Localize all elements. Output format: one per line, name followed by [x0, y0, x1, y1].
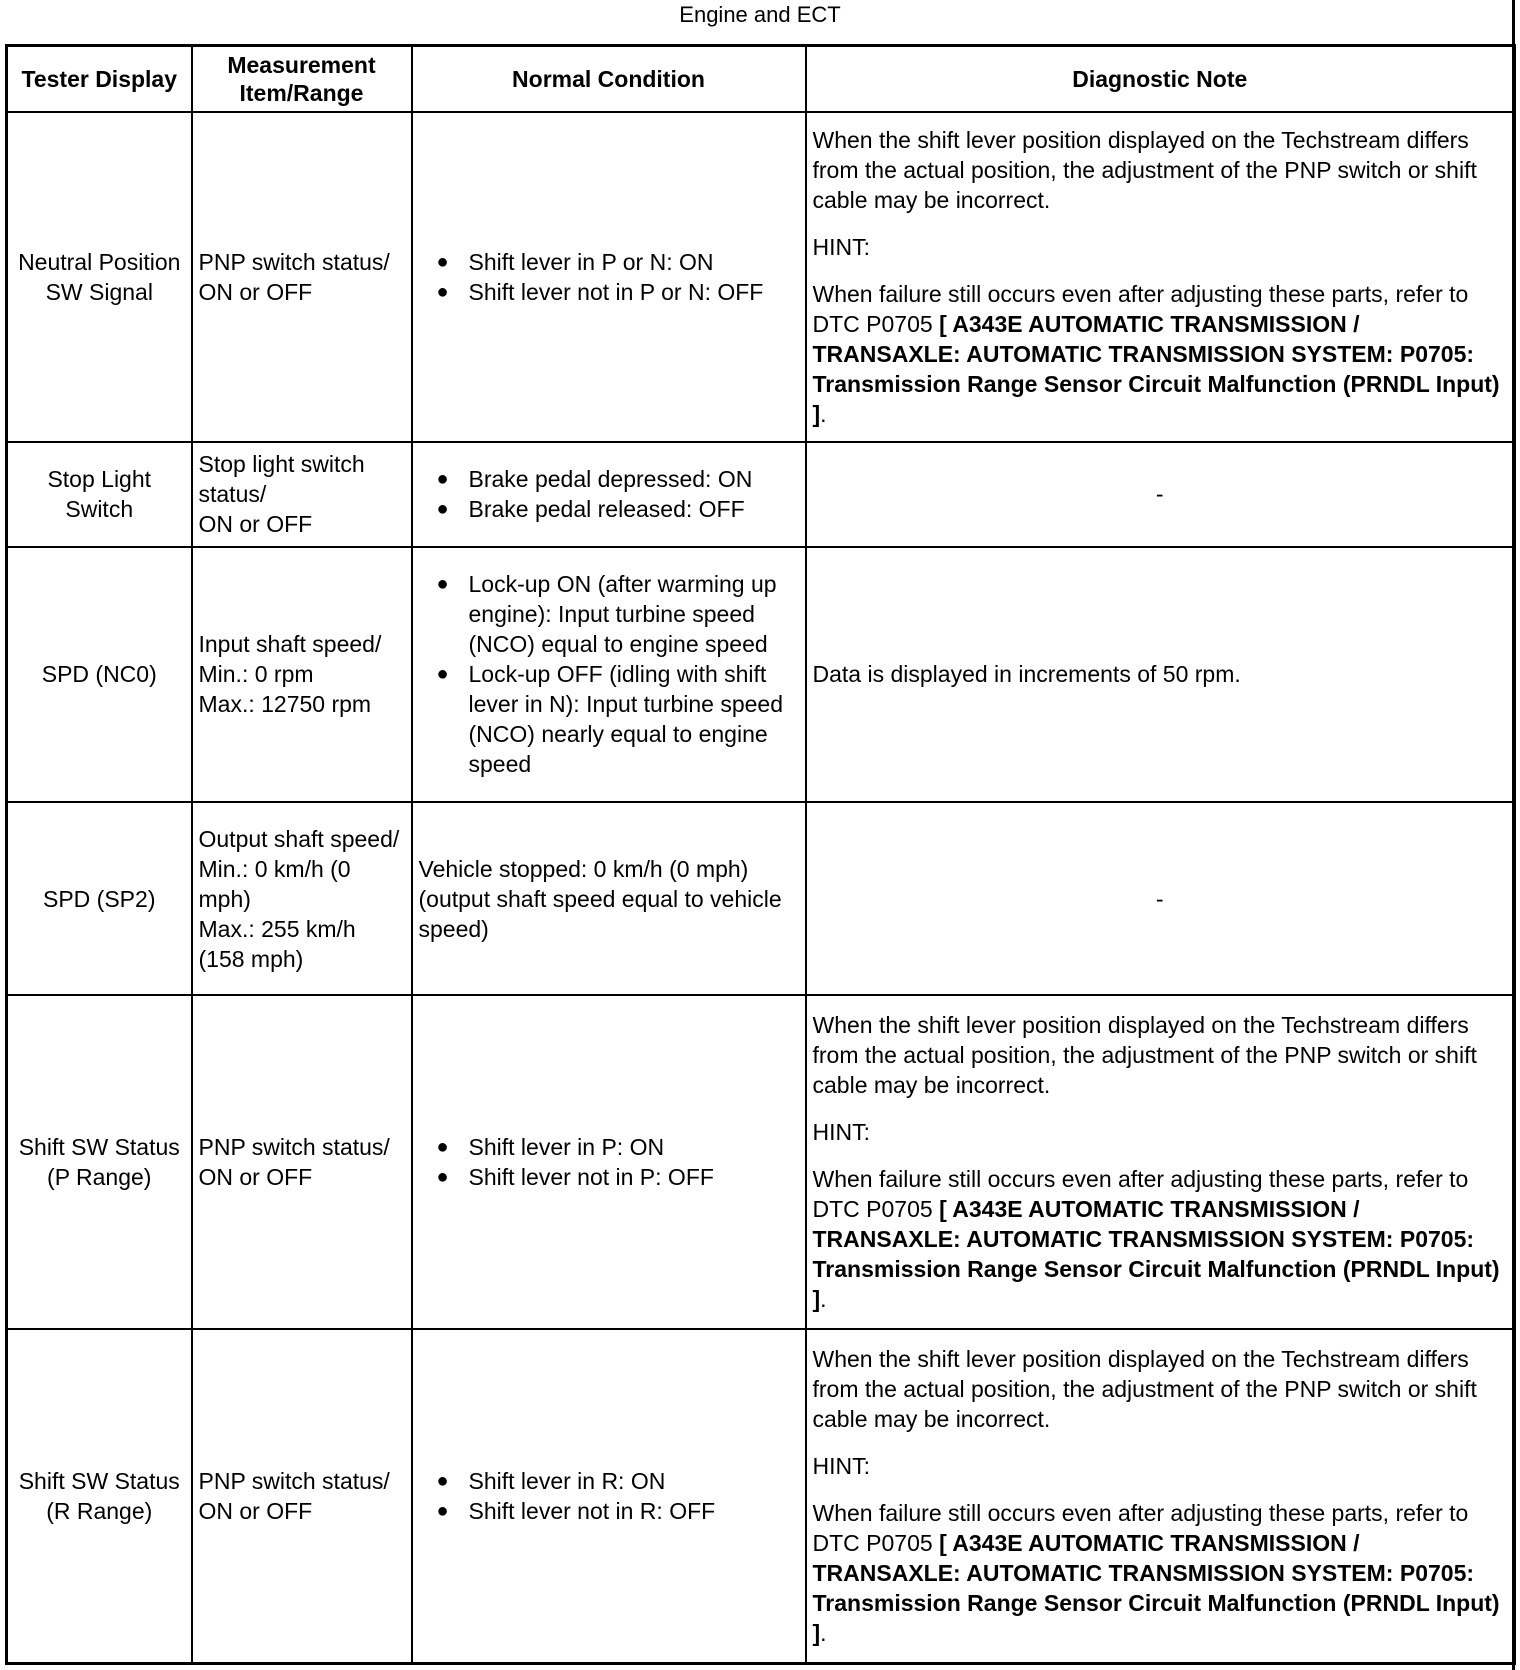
- note-intro: When the shift lever position displayed on the Techstream differs from the actual position, the adjustment of the PNP switch or shift cable may be incorrect.: [812, 1346, 1477, 1433]
- table-header-row: [7, 46, 1515, 113]
- normal-condition-cell: [412, 547, 806, 803]
- condition-list: [419, 464, 799, 524]
- condition-list: [419, 569, 799, 779]
- table-row: [7, 547, 1515, 803]
- condition-item: ● Lock-up OFF (idling with shift lever in N): Input turbine speed (NCO) nearly equal to engine speed: [419, 659, 799, 779]
- note-hint: HINT:: [812, 234, 870, 261]
- measurement-cell: Stop light switch status/ ON or OFF: [192, 442, 412, 546]
- condition-list: [419, 1466, 799, 1526]
- table-row: [7, 1329, 1515, 1663]
- diagnostic-note-cell: [806, 1329, 1515, 1663]
- note-ref-suffix: .: [820, 1286, 827, 1313]
- note-reference: [813, 279, 1508, 429]
- header-diagnostic-note: Diagnostic Note: [806, 46, 1515, 113]
- note-reference: [813, 1164, 1508, 1314]
- header-normal-condition: Normal Condition: [412, 46, 806, 113]
- measurement-cell: PNP switch status/ ON or OFF: [192, 112, 412, 442]
- normal-condition-cell: [412, 442, 806, 546]
- condition-item: ● Lock-up ON (after warming up engine): Input turbine speed (NCO) equal to engine speed: [419, 569, 799, 659]
- note-ref-prefix: When failure still occurs even after adjusting these parts, refer to DTC P0705: [812, 1500, 1469, 1557]
- measurement-cell: PNP switch status/ ON or OFF: [192, 1329, 412, 1663]
- page-title: Engine and ECT: [679, 2, 841, 27]
- dtc-reference-link[interactable]: [ A343E AUTOMATIC TRANSMISSION / TRANSAXLE: AUTOMATIC TRANSMISSION SYSTEM: P0705: Transmission Range Sensor Circuit Malfunction (PRNDL Input) ]: [812, 311, 1500, 428]
- header-measurement: Measurement Item/Range: [192, 46, 412, 113]
- diagnostic-note-cell: [806, 995, 1515, 1329]
- diagnostic-note-cell: Data is displayed in increments of 50 rpm.: [806, 547, 1515, 803]
- tester-display-cell: SPD (SP2): [7, 802, 192, 995]
- note-intro: When the shift lever position displayed on the Techstream differs from the actual position, the adjustment of the PNP switch or shift cable may be incorrect.: [812, 127, 1477, 214]
- tester-display-cell: Shift SW Status (R Range): [7, 1329, 192, 1663]
- note-hint: HINT:: [812, 1453, 870, 1480]
- note-reference: [813, 1498, 1508, 1648]
- condition-item: ● Shift lever not in P or N: OFF: [419, 277, 799, 307]
- dtc-reference-link[interactable]: [ A343E AUTOMATIC TRANSMISSION / TRANSAXLE: AUTOMATIC TRANSMISSION SYSTEM: P0705: Transmission Range Sensor Circuit Malfunction (PRNDL Input) ]: [812, 1530, 1500, 1647]
- condition-list: [419, 1132, 799, 1192]
- condition-item: ● Brake pedal released: OFF: [419, 494, 799, 524]
- measurement-cell: PNP switch status/ ON or OFF: [192, 995, 412, 1329]
- measurement-cell: Output shaft speed/ Min.: 0 km/h (0 mph) Max.: 255 km/h (158 mph): [192, 802, 412, 995]
- condition-item: ● Shift lever in P or N: ON: [419, 247, 799, 277]
- note-intro: When the shift lever position displayed on the Techstream differs from the actual position, the adjustment of the PNP switch or shift cable may be incorrect.: [812, 1012, 1477, 1099]
- table-row: [7, 995, 1515, 1329]
- note-ref-suffix: .: [820, 1620, 827, 1647]
- data-list-table: [5, 44, 1516, 1665]
- note-ref-prefix: When failure still occurs even after adjusting these parts, refer to DTC P0705: [812, 281, 1469, 338]
- tester-display-cell: Shift SW Status (P Range): [7, 995, 192, 1329]
- normal-condition-cell: [412, 1329, 806, 1663]
- note-hint: HINT:: [812, 1119, 870, 1146]
- condition-item: ● Shift lever in P: ON: [419, 1132, 799, 1162]
- table-row: [7, 442, 1515, 546]
- header-tester-display: Tester Display: [7, 46, 192, 113]
- table-row: [7, 802, 1515, 995]
- note-ref-suffix: .: [820, 401, 827, 428]
- condition-item: ● Brake pedal depressed: ON: [419, 464, 799, 494]
- tester-display-cell: Stop Light Switch: [7, 442, 192, 546]
- normal-condition-cell: [412, 995, 806, 1329]
- dtc-reference-link[interactable]: [ A343E AUTOMATIC TRANSMISSION / TRANSAXLE: AUTOMATIC TRANSMISSION SYSTEM: P0705: Transmission Range Sensor Circuit Malfunction (PRNDL Input) ]: [812, 1196, 1500, 1313]
- diagnostic-note-cell: -: [806, 802, 1515, 995]
- condition-list: [419, 247, 799, 307]
- measurement-cell: Input shaft speed/ Min.: 0 rpm Max.: 12750 rpm: [192, 547, 412, 803]
- table-row: [7, 112, 1515, 442]
- note-ref-prefix: When failure still occurs even after adjusting these parts, refer to DTC P0705: [812, 1166, 1469, 1223]
- tester-display-cell: SPD (NC0): [7, 547, 192, 803]
- condition-item: ● Shift lever not in P: OFF: [419, 1162, 799, 1192]
- normal-condition-cell: Vehicle stopped: 0 km/h (0 mph) (output shaft speed equal to vehicle speed): [412, 802, 806, 995]
- diagnostic-note-cell: -: [806, 442, 1515, 546]
- tester-display-cell: Neutral Position SW Signal: [7, 112, 192, 442]
- condition-item: ● Shift lever not in R: OFF: [419, 1496, 799, 1526]
- diagnostic-note-cell: [806, 112, 1515, 442]
- normal-condition-cell: [412, 112, 806, 442]
- condition-item: ● Shift lever in R: ON: [419, 1466, 799, 1496]
